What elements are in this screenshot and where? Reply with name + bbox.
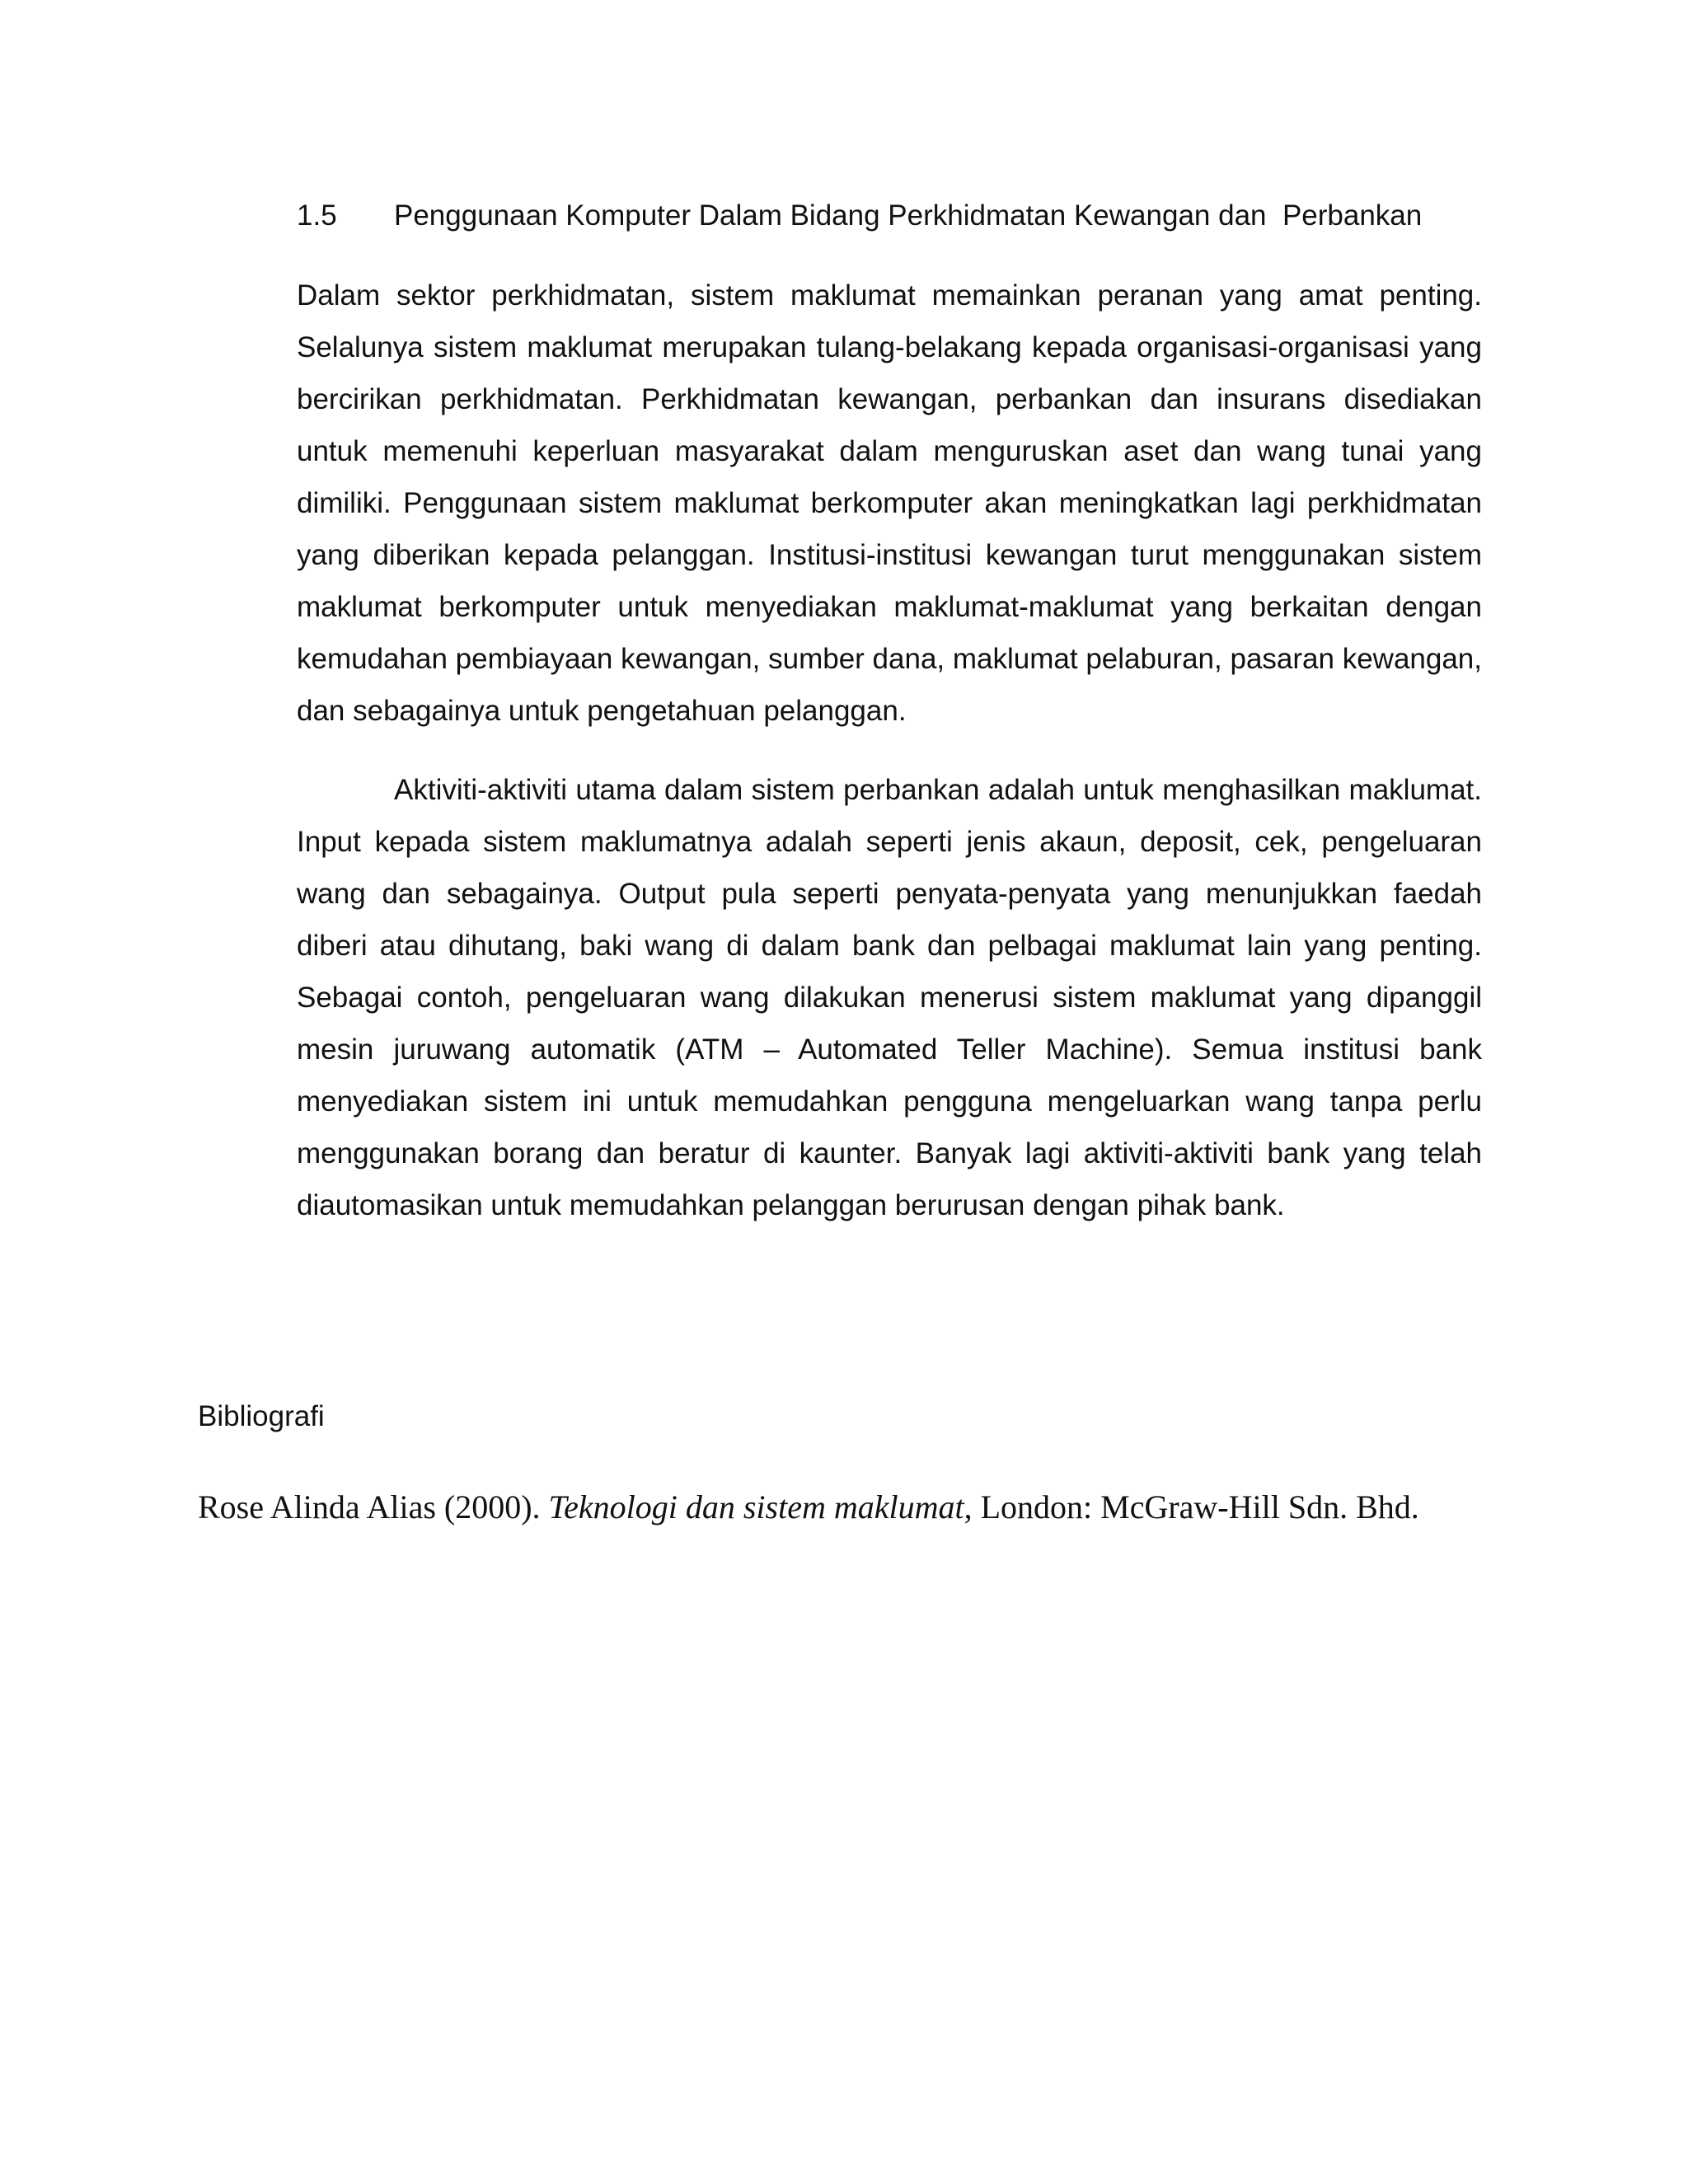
- section-number: 1.5: [297, 199, 337, 232]
- bibliography-heading: Bibliografi: [198, 1400, 325, 1432]
- paragraph-1: Dalam sektor perkhidmatan, sistem maklumat memainkan peranan yang amat penting. Selalunya sistem maklumat merupakan tulang-belakang kepada organisasi-organisasi yang bercirikan perkhidmatan. Perkhidmatan kewangan, perbankan dan insurans disediakan untuk memenuhi keperluan masyarakat dalam menguruskan aset dan wang tunai yang dimiliki. Penggunaan sistem maklumat berkomputer akan meningkatkan lagi perkhidmatan yang diberikan kepada pelanggan. Institusi-institusi kewangan turut menggunakan sistem maklumat berkomputer untuk menyediakan maklumat-maklumat yang berkaitan dengan kemudahan pembiayaan kewangan, sumber dana, maklumat pelaburan, pasaran kewangan, dan sebagainya untuk pengetahuan pelanggan.: [297, 279, 1482, 727]
- bibliography-author-year: Rose Alinda Alias (2000).: [198, 1488, 549, 1526]
- paragraph-2: Aktiviti-aktiviti utama dalam sistem perbankan adalah untuk menghasilkan maklumat. Input kepada sistem maklumatnya adalah seperti jenis akaun, deposit, cek, pengeluaran wang dan sebagainya. Output pula seperti penyata-penyata yang menunjukkan faedah diberi atau dihutang, baki wang di dalam bank dan pelbagai maklumat lain yang penting. Sebagai contoh, pengeluaran wang dilakukan menerusi sistem maklumat yang dipanggil mesin juruwang automatik (ATM – Automated Teller Machine). Semua institusi bank menyediakan sistem ini untuk memudahkan pengguna mengeluarkan wang tanpa perlu menggunakan borang dan beratur di kaunter. Banyak lagi aktiviti-aktiviti bank yang telah diautomasikan untuk memudahkan pelanggan berurusan dengan pihak bank.: [297, 774, 1482, 1221]
- bibliography-entry: [198, 1487, 1517, 1528]
- section-title: Penggunaan Komputer Dalam Bidang Perkhidmatan Kewangan dan Perbankan: [394, 199, 1423, 232]
- bibliography-title: Teknologi dan sistem maklumat: [548, 1488, 964, 1526]
- bibliography-publisher: , London: McGraw-Hill Sdn. Bhd.: [964, 1488, 1419, 1526]
- section-heading: [297, 198, 1500, 234]
